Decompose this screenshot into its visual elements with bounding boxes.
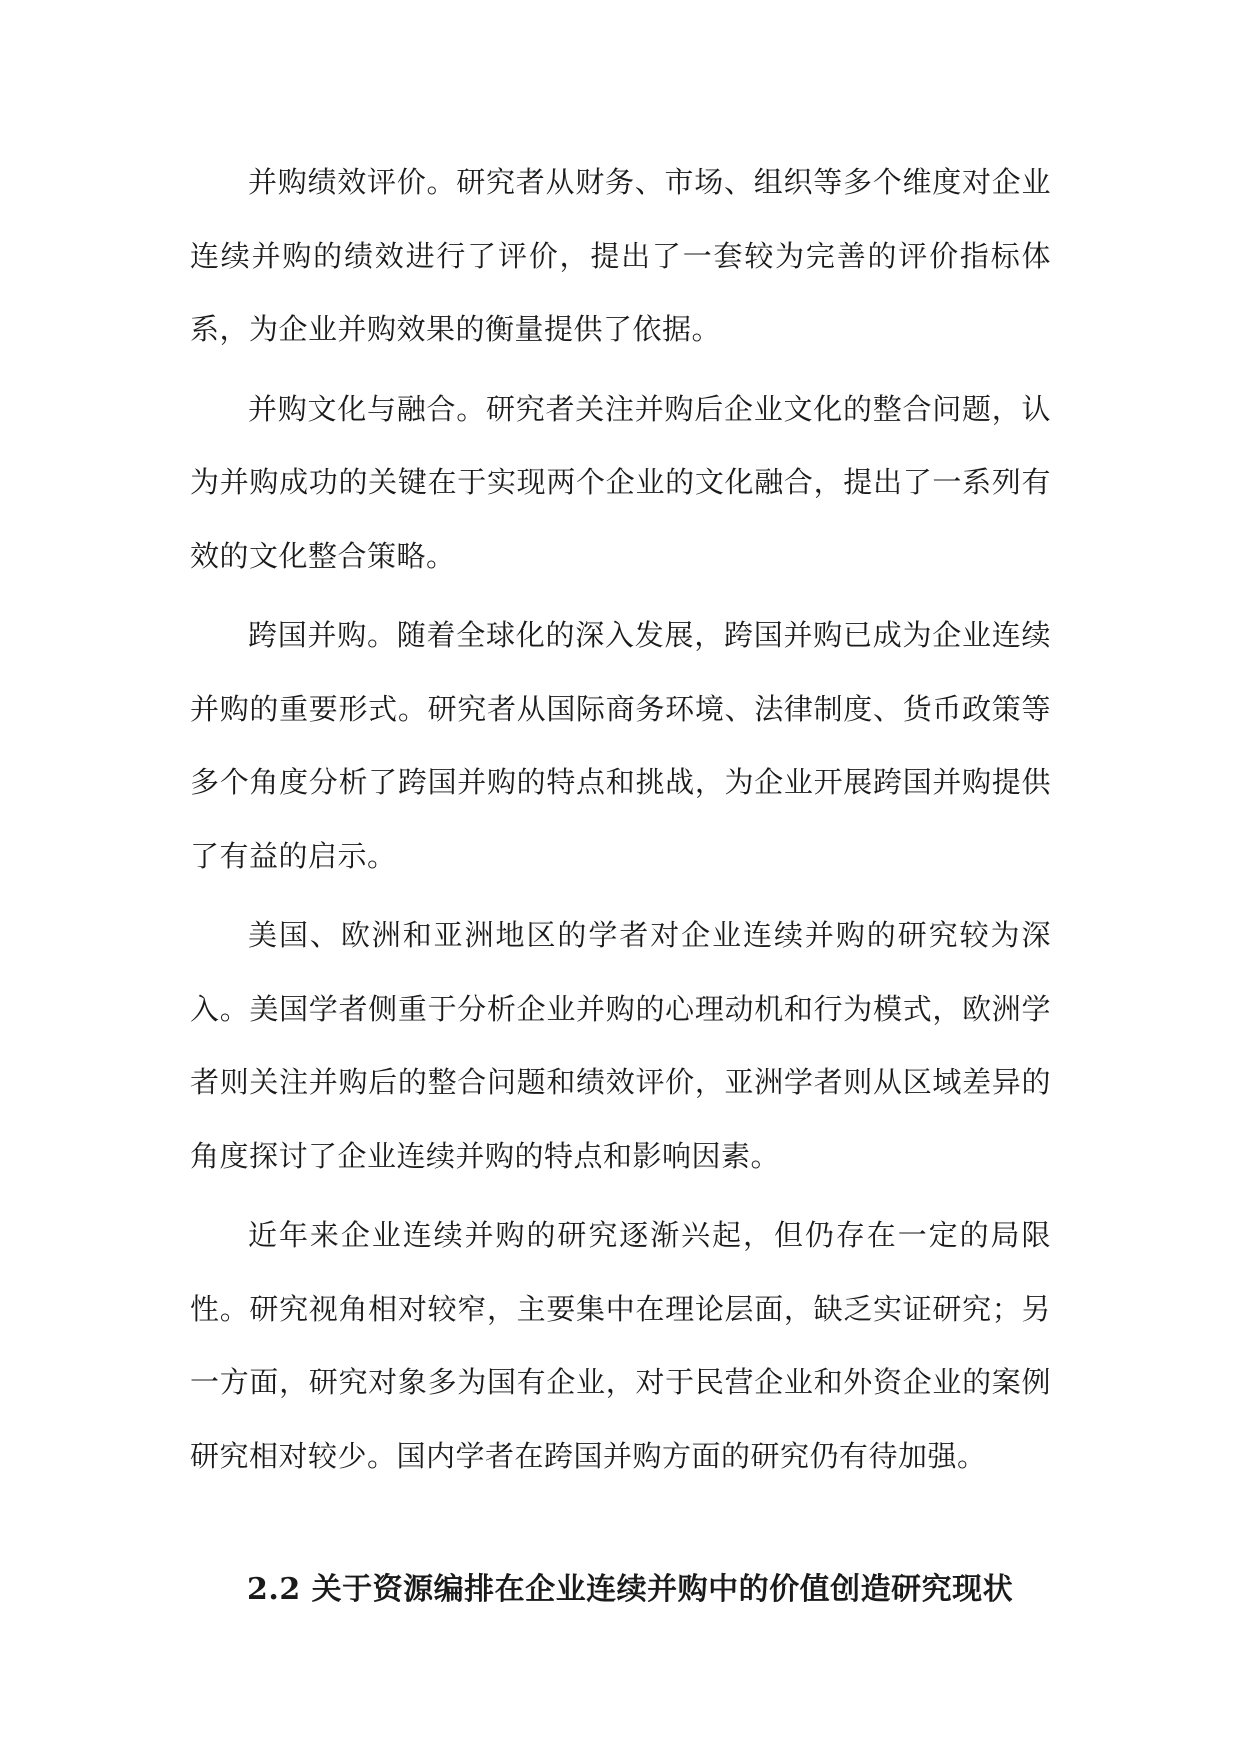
paragraph-limitations: 近年来企业连续并购的研究逐渐兴起，但仍存在一定的局限性。研究视角相对较窄，主要集中在理论层面，缺乏实证研究；另一方面，研究对象多为国有企业，对于民营企业和外资企业的案例研究相对较少。国内学者在跨国并购方面的研究仍有待加强。 <box>190 1218 1051 1473</box>
paragraph-performance-evaluation: 并购绩效评价。研究者从财务、市场、组织等多个维度对企业连续并购的绩效进行了评价，提出了一套较为完善的评价指标体系，为企业并购效果的衡量提供了依据。 <box>190 165 1051 346</box>
paragraph-regional-scholars: 美国、欧洲和亚洲地区的学者对企业连续并购的研究较为深入。美国学者侧重于分析企业并购的心理动机和行为模式，欧洲学者则关注并购后的整合问题和绩效评价，亚洲学者则从区域差异的角度探讨了企业连续并购的特点和影响因素。 <box>190 918 1051 1173</box>
body-text <box>190 146 1051 1499</box>
section-heading: 2.2 关于资源编排在企业连续并购中的价值创造研究现状 <box>247 1572 1014 1607</box>
paragraph-cross-border: 跨国并购。随着全球化的深入发展，跨国并购已成为企业连续并购的重要形式。研究者从国际商务环境、法律制度、货币政策等多个角度分析了跨国并购的特点和挑战，为企业开展跨国并购提供了有益的启示。 <box>190 618 1051 873</box>
paragraph-culture-integration: 并购文化与融合。研究者关注并购后企业文化的整合问题，认为并购成功的关键在于实现两个企业的文化融合，提出了一系列有效的文化整合策略。 <box>190 391 1051 573</box>
